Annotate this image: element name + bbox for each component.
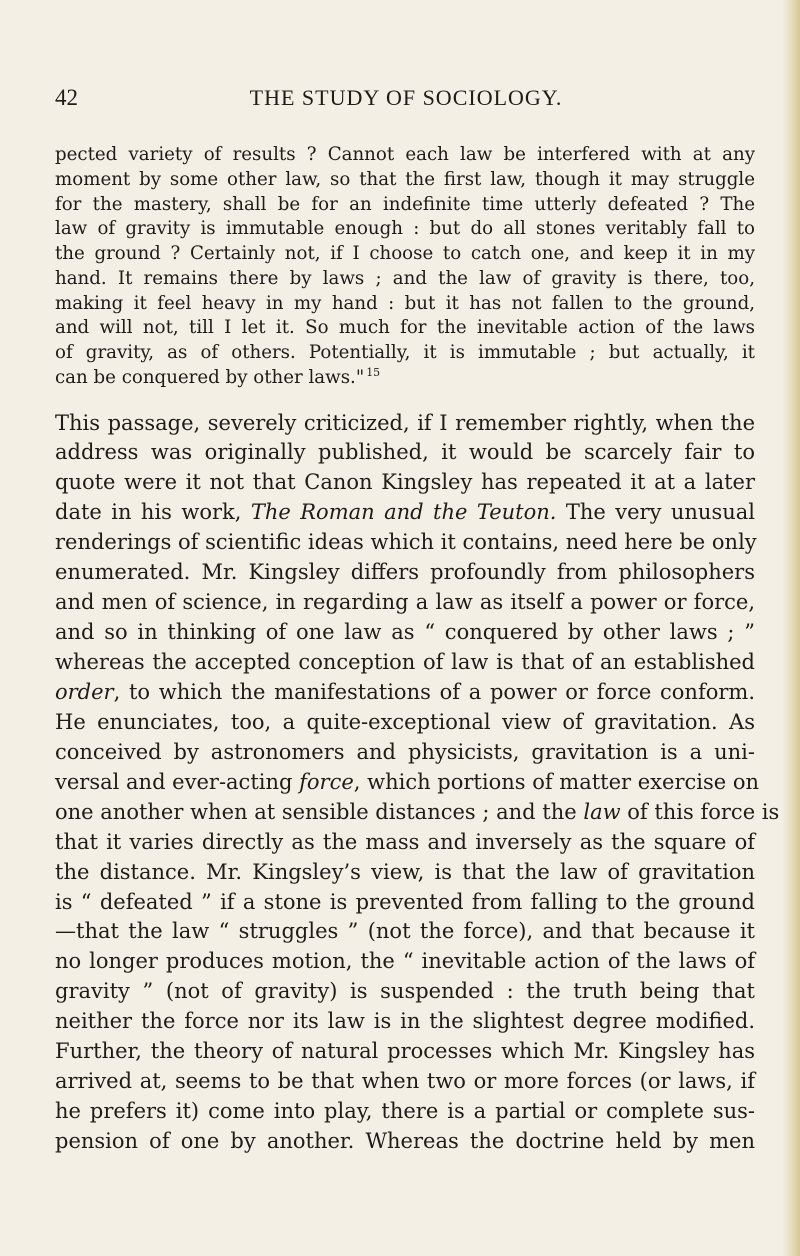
line-text: enumerated. Mr. Kingsley differs profoundly from philosophers bbox=[55, 560, 755, 585]
quote-line-text: and will not, till I let it. So much for the inevitable action of the laws bbox=[55, 317, 755, 339]
quote-line bbox=[55, 242, 755, 267]
running-head bbox=[55, 85, 757, 119]
quote-line bbox=[55, 143, 755, 168]
line-text: of this force is bbox=[620, 799, 780, 824]
line-text: one another when at sensible distances ; and the bbox=[55, 799, 584, 824]
line-text: address was originally published, it would be scarcely fair to bbox=[55, 440, 755, 465]
line-text: date in his work, bbox=[55, 500, 251, 525]
line-text: whereas the accepted conception of law is that of an established bbox=[55, 650, 755, 674]
body-paragraph bbox=[55, 409, 780, 1157]
quote-line bbox=[55, 366, 755, 391]
line-text: , to which the manifestations of a power or force conform. bbox=[113, 679, 755, 704]
paragraph-line bbox=[55, 409, 755, 439]
paragraph-line bbox=[55, 768, 760, 798]
paragraph-line bbox=[55, 678, 755, 708]
line-text: pension of one by another. Whereas the doctrine held by men bbox=[55, 1129, 755, 1153]
line-text: that it varies directly as the mass and inversely as the square of bbox=[55, 829, 755, 854]
paragraph-line bbox=[55, 738, 755, 768]
quote-line bbox=[55, 267, 755, 292]
page-number: 42 bbox=[55, 85, 78, 110]
quote-line-text: hand. It remains there by laws ; and the law of gravity is there, too, bbox=[55, 267, 755, 289]
line-text: versal and ever-acting bbox=[55, 769, 300, 794]
paragraph-line bbox=[55, 558, 755, 588]
line-text: Further, the theory of natural processes which Mr. Kingsley has bbox=[55, 1039, 755, 1064]
line-text: quote were it not that Canon Kingsley has repeated it at a later bbox=[55, 470, 755, 495]
quote-line-text: of gravity, as of others. Potentially, it is immutable ; but actually, it bbox=[55, 342, 755, 363]
paragraph-line bbox=[55, 1037, 755, 1067]
line-text: neither the force nor its law is in the slightest degree modified. bbox=[55, 1009, 755, 1034]
paragraph-line bbox=[55, 1127, 755, 1157]
quote-line-text: law of gravity is immutable enough : but do all stones veritably fall to bbox=[55, 218, 755, 240]
paragraph-line bbox=[55, 438, 755, 468]
footnote-marker: 15 bbox=[366, 365, 381, 379]
italic-text: The Roman and the Teuton. bbox=[250, 500, 557, 525]
quote-line-text: pected variety of results ? Cannot each law be interfered with at any bbox=[55, 144, 755, 165]
line-text: gravity ” (not of gravity) is suspended : the truth being that bbox=[55, 979, 755, 1004]
paragraph-line bbox=[55, 947, 755, 977]
line-text: renderings of scientific ideas which it contains, need here be only bbox=[55, 530, 757, 555]
running-title: THE STUDY OF SOCIOLOGY. bbox=[249, 85, 563, 110]
paragraph-line bbox=[55, 648, 755, 678]
paragraph-line bbox=[55, 1097, 755, 1127]
line-text: , which portions of matter exercise on bbox=[353, 769, 760, 794]
line-text: and so in thinking of one law as “ conquered by other laws ; ” bbox=[55, 620, 755, 645]
italic-text: order bbox=[55, 679, 114, 704]
paragraph-line bbox=[55, 528, 755, 558]
paragraph-line bbox=[55, 858, 755, 888]
paragraph-line bbox=[55, 917, 755, 947]
line-text: —that the law “ struggles ” (not the force), and that because it bbox=[55, 919, 755, 944]
paragraph-line bbox=[55, 708, 755, 738]
quote-line bbox=[55, 316, 755, 341]
page-text bbox=[55, 143, 780, 1157]
line-text: He enunciates, too, a quite-exceptional view of gravitation. As bbox=[55, 709, 755, 734]
line-text: The very unusual bbox=[556, 500, 755, 525]
paragraph-line bbox=[55, 1067, 755, 1097]
quote-line-text: can be conquered by other laws." bbox=[55, 366, 365, 388]
paragraph-line bbox=[55, 498, 755, 528]
line-text: no longer produces motion, the “ inevitable action of the laws of bbox=[55, 949, 755, 974]
quote-line bbox=[55, 193, 755, 218]
line-text: the distance. Mr. Kingsley’s view, is that the law of gravitation bbox=[55, 859, 755, 884]
line-text: and men of science, in regarding a law as itself a power or force, bbox=[55, 590, 755, 615]
paragraph-line bbox=[55, 977, 755, 1007]
quote-line bbox=[55, 217, 755, 242]
quote-line bbox=[55, 341, 755, 366]
quote-line-text: moment by some other law, so that the first law, though it may struggle bbox=[55, 168, 755, 190]
italic-text: force bbox=[299, 769, 354, 794]
italic-text: law bbox=[583, 799, 621, 824]
paragraph-line bbox=[55, 618, 755, 648]
paragraph-line bbox=[55, 588, 755, 618]
quoted-passage bbox=[55, 143, 755, 391]
quote-line-text: the ground ? Certainly not, if I choose to catch one, and keep it in my bbox=[55, 243, 755, 264]
paragraph-line bbox=[55, 1007, 755, 1037]
quote-line bbox=[55, 168, 755, 193]
line-text: conceived by astronomers and physicists, gravitation is a uni- bbox=[55, 739, 755, 764]
quote-line-text: making it feel heavy in my hand : but it has not fallen to the ground, bbox=[55, 292, 755, 314]
quote-line bbox=[55, 292, 755, 317]
quote-line-text: for the mastery, shall be for an indefinite time utterly defeated ? The bbox=[55, 193, 755, 215]
page-edge-shadow bbox=[782, 0, 800, 1256]
line-text: This passage, severely criticized, if I remember rightly, when the bbox=[55, 410, 755, 435]
paragraph-line bbox=[55, 798, 780, 828]
line-text: arrived at, seems to be that when two or more forces (or laws, if bbox=[55, 1069, 755, 1094]
paragraph-line bbox=[55, 888, 755, 918]
paragraph-line bbox=[55, 468, 755, 498]
line-text: is “ defeated ” if a stone is prevented from falling to the ground bbox=[55, 889, 755, 914]
paragraph-line bbox=[55, 828, 755, 858]
line-text: he prefers it) come into play, there is a partial or complete sus- bbox=[55, 1099, 755, 1124]
